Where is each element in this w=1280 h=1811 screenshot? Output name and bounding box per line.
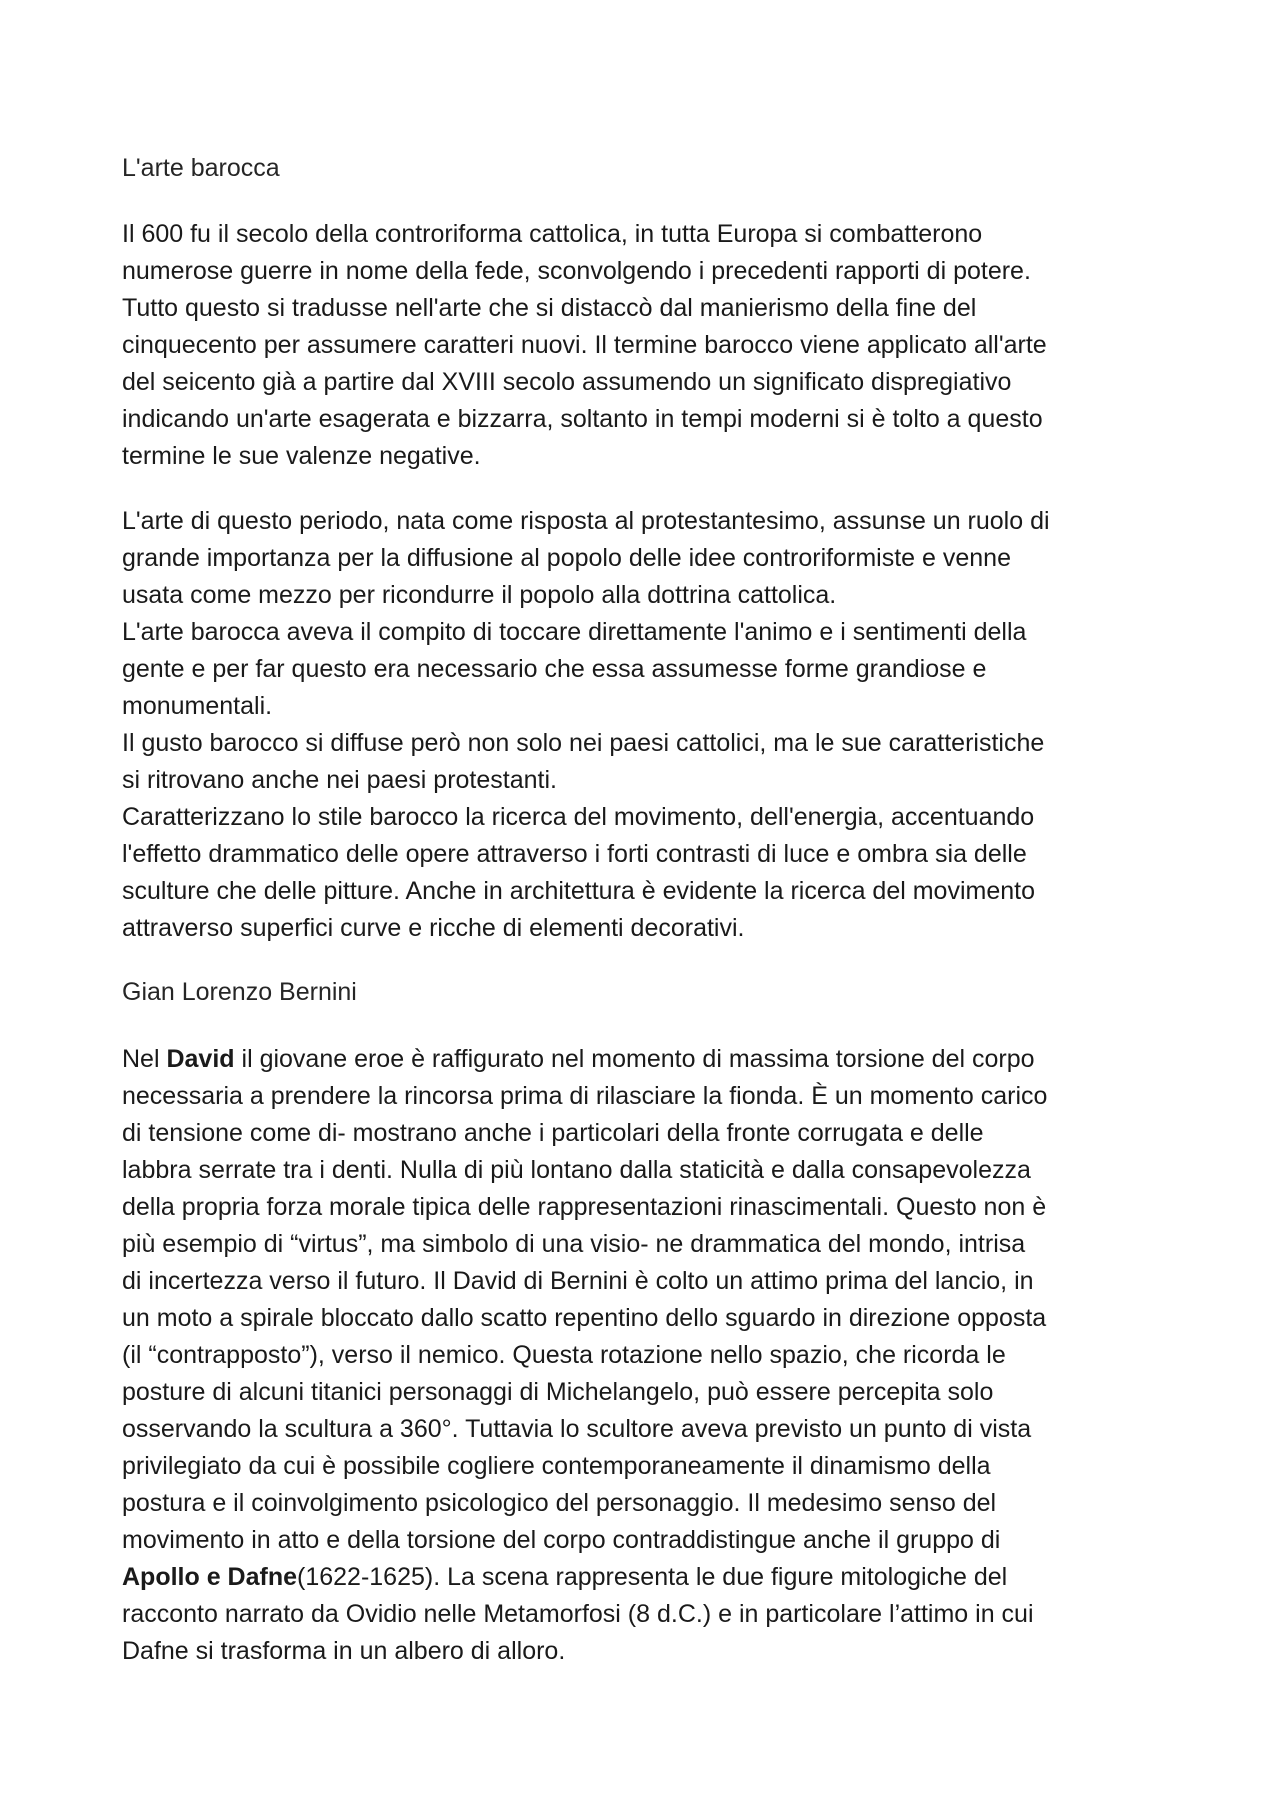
text-line: della propria forza morale tipica delle rappresentazioni rinascimentali. Questo non è (122, 1193, 1047, 1221)
text-line: indicando un'arte esagerata e bizzarra, soltanto in tempi moderni si è tolto a questo (122, 405, 1043, 433)
text-run: (1622-1625). La scena rappresenta le due figure mitologiche del (297, 1563, 1008, 1591)
text-line (122, 1559, 1182, 1596)
text-line: Il 600 fu il secolo della controriforma cattolica, in tutta Europa si combatterono (122, 220, 983, 248)
text-line: posture di alcuni titanici personaggi di Michelangelo, può essere percepita solo (122, 1378, 994, 1406)
text-line: Caratterizzano lo stile barocco la ricerca del movimento, dell'energia, accentuando (122, 803, 1035, 831)
text-line: sculture che delle pitture. Anche in architettura è evidente la ricerca del movimento (122, 877, 1035, 905)
text-run: Nel (122, 1045, 167, 1073)
text-line: L'arte di questo periodo, nata come risposta al protestantesimo, assunse un ruolo di (122, 507, 1050, 535)
text-line: l'effetto drammatico delle opere attraverso i forti contrasti di luce e ombra sia delle (122, 840, 1027, 868)
text-line: racconto narrato da Ovidio nelle Metamorfosi (8 d.C.) e in particolare l’attimo in cui (122, 1600, 1034, 1628)
text-line: osservando la scultura a 360°. Tuttavia lo scultore aveva previsto un punto di vista (122, 1415, 1032, 1443)
text-line: di incertezza verso il futuro. Il David di Bernini è colto un attimo prima del lancio, in (122, 1267, 1034, 1295)
document-page (122, 150, 1182, 1670)
text-line: labbra serrate tra i denti. Nulla di più lontano dalla staticità e dalla consapevolezza (122, 1156, 1031, 1184)
text-line: attraverso superfici curve e ricche di elementi decorativi. (122, 914, 745, 942)
bold-term-apollo-dafne: Apollo e Dafne (122, 1563, 298, 1591)
text-line: termine le sue valenze negative. (122, 442, 481, 470)
text-line (122, 1041, 1182, 1078)
bold-term-david: David (166, 1045, 235, 1073)
text-line: Tutto questo si tradusse nell'arte che si distaccò dal manierismo della fine del (122, 294, 977, 322)
text-line: monumentali. (122, 692, 273, 720)
section-heading-bernini: Gian Lorenzo Bernini (122, 978, 357, 1006)
text-line: L'arte barocca aveva il compito di toccare direttamente l'animo e i sentimenti della (122, 618, 1027, 646)
paragraph-gap (122, 475, 1182, 503)
text-line: Il gusto barocco si diffuse però non solo nei paesi cattolici, ma le sue caratteristiche (122, 729, 1045, 757)
second-paragraph (122, 503, 1182, 947)
text-run: il giovane eroe è raffigurato nel momento di massima torsione del corpo (234, 1045, 1035, 1073)
text-line: postura e il coinvolgimento psicologico del personaggio. Il medesimo senso del (122, 1489, 997, 1517)
document-title: L'arte barocca (122, 154, 280, 182)
text-line: grande importanza per la diffusione al popolo delle idee controriformiste e venne (122, 544, 1011, 572)
text-line: del seicento già a partire dal XVIII secolo assumendo un significato dispregiativo (122, 368, 1012, 396)
text-line: movimento in atto e della torsione del corpo contraddistingue anche il gruppo di (122, 1526, 1001, 1554)
text-line: più esempio di “virtus”, ma simbolo di una visio- ne drammatica del mondo, intrisa (122, 1230, 1026, 1258)
text-line: necessaria a prendere la rincorsa prima di rilasciare la fionda. È un momento carico (122, 1082, 1048, 1110)
text-line: usata come mezzo per ricondurre il popolo alla dottrina cattolica. (122, 581, 837, 609)
intro-paragraph (122, 216, 1182, 475)
text-line: di tensione come di- mostrano anche i particolari della fronte corrugata e delle (122, 1119, 984, 1147)
bernini-paragraph (122, 1041, 1182, 1670)
text-line: privilegiato da cui è possibile cogliere contemporaneamente il dinamismo della (122, 1452, 991, 1480)
text-line: un moto a spirale bloccato dallo scatto repentino dello sguardo in direzione opposta (122, 1304, 1047, 1332)
text-line: Dafne si trasforma in un albero di alloro. (122, 1637, 566, 1665)
text-line: cinquecento per assumere caratteri nuovi. Il termine barocco viene applicato all'arte (122, 331, 1047, 359)
text-line: gente e per far questo era necessario che essa assumesse forme grandiose e (122, 655, 987, 683)
text-line: (il “contrapposto”), verso il nemico. Questa rotazione nello spazio, che ricorda le (122, 1341, 1006, 1369)
text-line: si ritrovano anche nei paesi protestanti. (122, 766, 557, 794)
text-line: numerose guerre in nome della fede, sconvolgendo i precedenti rapporti di potere. (122, 257, 1031, 285)
